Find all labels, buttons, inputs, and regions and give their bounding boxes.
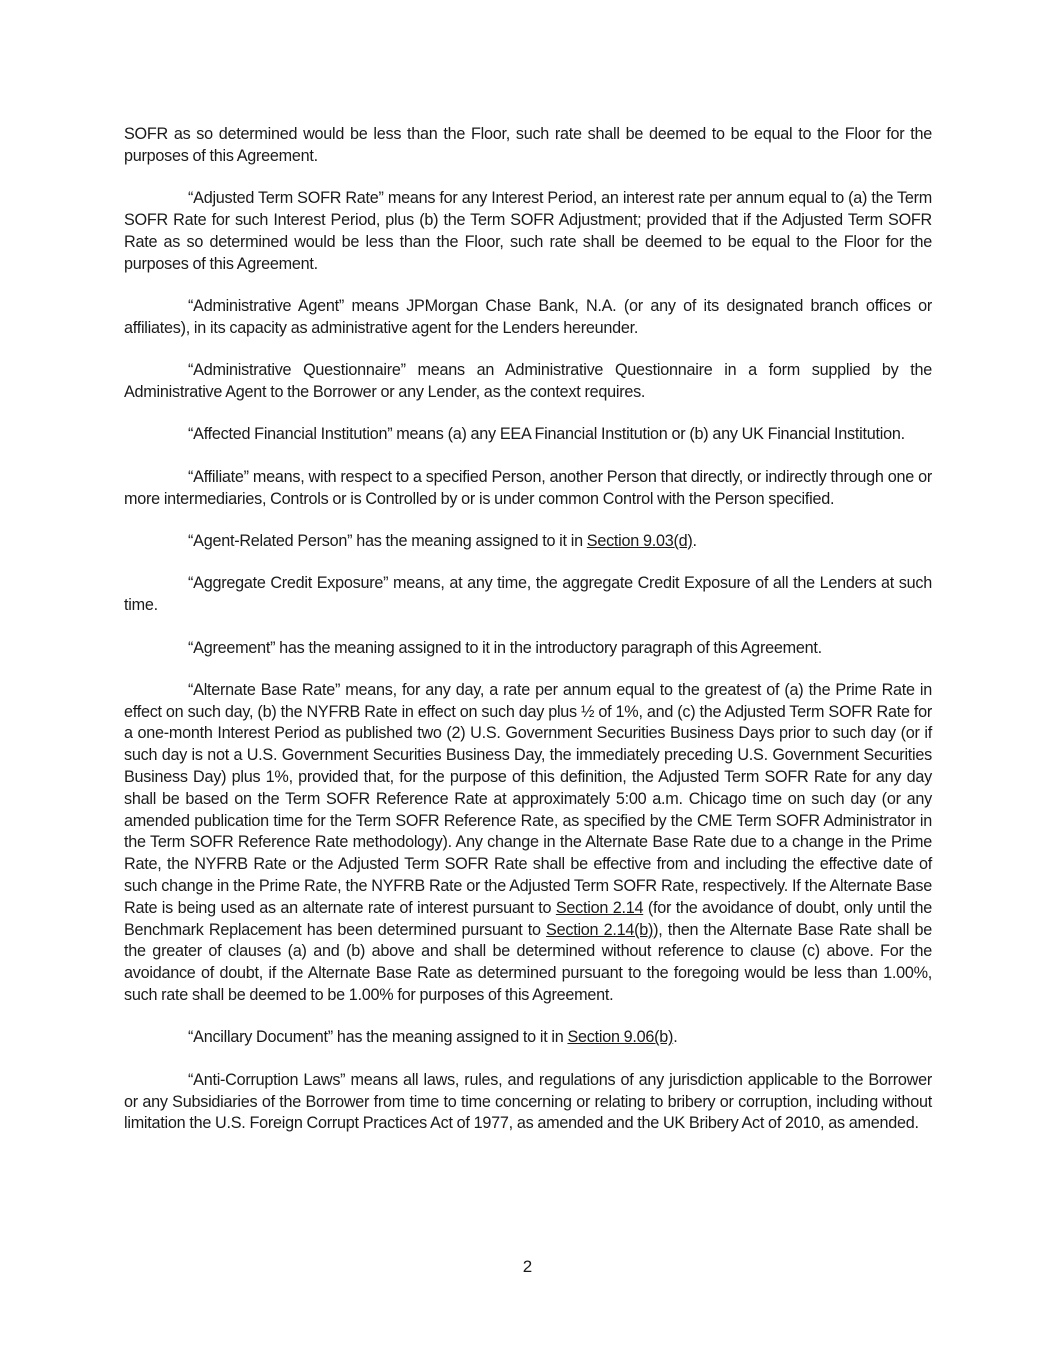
page-body: [124, 124, 932, 1156]
definition-text-end: ), then the Alternate Base Rate shall be the greater of clauses (a) and (b) above and shall be determined without reference to clause (c) above. For the avoidance of doubt, if the Alternate Base Rate as determined pursuant to the foregoing would be less than 1.00%, such rate shall be deemed to be 1.00% for purposes of this Agreement.: [124, 920, 932, 1005]
section-reference-link[interactable]: Section 2.14: [555, 898, 644, 917]
definition-administrative-agent: “Administrative Agent” means JPMorgan Chase Bank, N.A. (or any of its designated branch offices or affiliates), in its capacity as administrative agent for the Lenders hereunder.: [124, 296, 932, 337]
definition-affected-financial-institution: “Affected Financial Institution” means (a) any EEA Financial Institution or (b) any UK Financial Institution.: [188, 425, 905, 444]
definition-alternate-base-rate: [124, 680, 932, 1007]
definition-anti-corruption-laws: “Anti-Corruption Laws” means all laws, rules, and regulations of any jurisdiction applicable to the Borrower or any Subsidiaries of the Borrower from time to time concerning or relating to bribery or corruption, including without limitation the U.S. Foreign Corrupt Practices Act of 1977, as amended and the UK Bribery Act of 2010, as amended.: [124, 1070, 932, 1133]
section-reference-link[interactable]: Section 9.06(b): [567, 1028, 674, 1047]
section-reference-link[interactable]: Section 2.14(b): [546, 920, 654, 939]
definition-administrative-questionnaire: “Administrative Questionnaire” means an Administrative Questionnaire in a form supplied by the Administrative Agent to the Borrower or any Lender, as the context requires.: [124, 361, 932, 401]
section-reference-link[interactable]: Section 9.03(d): [586, 531, 693, 550]
definition-agreement: “Agreement” has the meaning assigned to it in the introductory paragraph of this Agreement.: [188, 638, 822, 657]
definition-text: “Alternate Base Rate” means, for any day, a rate per annum equal to the greatest of (a) the Prime Rate in effect on such day, (b) the NYFRB Rate in effect on such day plus ½ of 1%, and (c) the Adjusted Term SOFR Rate for a one-month Interest Period as published two (2) U.S. Government Securities Business Days prior to such day (or if such day is not a U.S. Government Securities Business Day, the immediately preceding U.S. Government Securities Business Day) plus 1%, provided that, for the purpose of this definition, the Adjusted Term SOFR Rate for any day shall be based on the Term SOFR Reference Rate at approximately 5:00 a.m. Chicago time on such day (or any amended publication time for the Term SOFR Reference Rate, as specified by the CME Term SOFR Administrator in the Term SOFR Reference Rate methodology). Any change in the Alternate Base Rate due to a change in the Prime Rate, the NYFRB Rate or the Adjusted Term SOFR Rate shall be effective from and including the effective date of such change in the Prime Rate, the NYFRB Rate or the Adjusted Term SOFR Rate, respectively. If the Alternate Base Rate is being used as an alternate rate of interest pursuant to: [124, 680, 932, 917]
definition-ancillary-document: [124, 1027, 932, 1049]
page-number: 2: [522, 1257, 533, 1276]
definition-affiliate: “Affiliate” means, with respect to a specified Person, another Person that directly, or indirectly through one or more intermediaries, Controls or is Controlled by or is under common Control with the Person specified.: [124, 467, 932, 508]
definition-text-end: .: [692, 531, 697, 550]
definition-aggregate-credit-exposure: “Aggregate Credit Exposure” means, at any time, the aggregate Credit Exposure of all the Lenders at such time.: [124, 574, 932, 615]
definition-text-end: .: [673, 1028, 678, 1047]
definition-text: “Agent-Related Person” has the meaning assigned to it in: [188, 531, 587, 550]
definition-text-middle: (for the avoidance of doubt, only until the Benchmark Replacement has been determined pursuant to: [124, 898, 932, 939]
definition-agent-related-person: [124, 531, 932, 553]
definition-text: “Ancillary Document” has the meaning assigned to it in: [188, 1028, 568, 1047]
paragraph-sofr-floor: SOFR as so determined would be less than the Floor, such rate shall be deemed to be equal to the Floor for the purposes of this Agreement.: [124, 125, 932, 165]
definition-adjusted-term-sofr-rate: “Adjusted Term SOFR Rate” means for any Interest Period, an interest rate per annum equal to (a) the Term SOFR Rate for such Interest Period, plus (b) the Term SOFR Adjustment; provided that if the Adjusted Term SOFR Rate as so determined would be less than the Floor, such rate shall be deemed to be equal to the Floor for the purposes of this Agreement.: [124, 189, 932, 273]
